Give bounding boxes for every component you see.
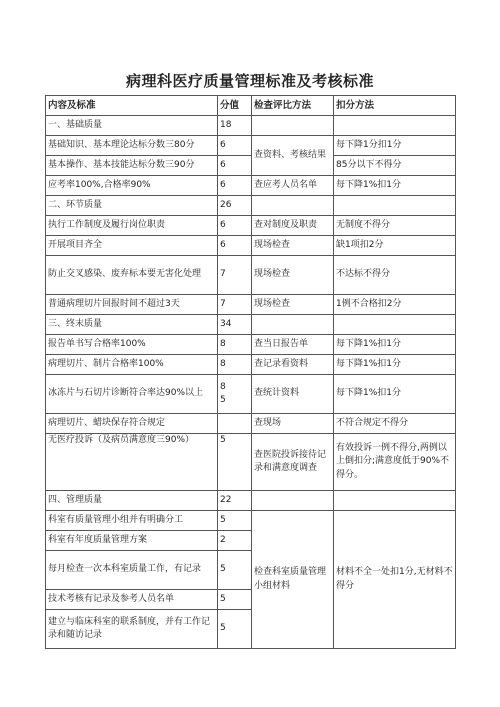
row-content: 应考率100%,合格率90% bbox=[46, 176, 218, 196]
section-score: 22 bbox=[218, 491, 252, 511]
row-method: 现场检查 bbox=[252, 236, 334, 256]
row-method: 现场检查 bbox=[252, 295, 334, 315]
row-score: 5 bbox=[218, 434, 252, 491]
row-penalty: 材料不全一处扣1分,无材料不得分 bbox=[334, 511, 456, 649]
row-score: 2 bbox=[218, 531, 252, 551]
row-content: 科室有质量管理小组并有明确分工 bbox=[46, 511, 218, 531]
row-content: 建立与临床科室的联系制度，并有工作记录和随访记录 bbox=[46, 610, 218, 649]
row-content: 基础知识、基本理论达标分数三80分 bbox=[46, 136, 218, 156]
row-method: 查资料、考核结果 bbox=[252, 136, 334, 176]
row-content: 技术考核有记录及参考人员名单 bbox=[46, 590, 218, 610]
table-row bbox=[46, 256, 456, 295]
row-score: 5 bbox=[218, 610, 252, 649]
row-method: 查医院投诉接待记录和满意度调查 bbox=[252, 434, 334, 491]
section-label: 一、基础质量 bbox=[46, 116, 218, 136]
row-score bbox=[218, 375, 252, 414]
row-penalty: 85分以下不得分 bbox=[334, 156, 456, 176]
quality-standards-table bbox=[45, 95, 456, 649]
row-score: 6 bbox=[218, 136, 252, 156]
row-method: 查当日报告单 bbox=[252, 335, 334, 355]
row-penalty: 每下降1分扣1分 bbox=[334, 136, 456, 156]
row-method: 检查科室质量管理小组材料 bbox=[252, 511, 334, 649]
row-content: 基本操作、基本技能达标分数三90分 bbox=[46, 156, 218, 176]
header-penalty: 扣分方法 bbox=[334, 96, 456, 116]
row-content: 普通病理切片回报时间不超过3天 bbox=[46, 295, 218, 315]
table-row bbox=[46, 236, 456, 256]
row-content: 无医疗投诉（及病员满意度三90%） bbox=[46, 434, 218, 491]
table-row bbox=[46, 355, 456, 375]
header-content: 内容及标准 bbox=[46, 96, 218, 116]
row-content: 执行工作制度及履行岗位职责 bbox=[46, 216, 218, 236]
row-content: 每月检查一次本科室质量工作，有记录 bbox=[46, 551, 218, 590]
table-row bbox=[46, 434, 456, 491]
row-content: 冰冻片与石切片诊断符合率达90%以上 bbox=[46, 375, 218, 414]
row-score: 7 bbox=[218, 256, 252, 295]
section-row bbox=[46, 196, 456, 216]
row-penalty: 每下降1%扣1分 bbox=[334, 375, 456, 414]
row-penalty: 有效投诉一例不得分,两例以上倒扣分;满意度低于90%不得分。 bbox=[334, 434, 456, 491]
row-content: 防止交叉感染、废弃标本要无害化处理 bbox=[46, 256, 218, 295]
row-method: 查现场 bbox=[252, 414, 334, 434]
row-score: 5 bbox=[218, 551, 252, 590]
page-title: 病理科医疗质量管理标准及考核标准 bbox=[125, 72, 374, 90]
section-score: 18 bbox=[218, 116, 252, 136]
row-method: 现场检查 bbox=[252, 256, 334, 295]
section-row bbox=[46, 315, 456, 335]
table-row bbox=[46, 375, 456, 414]
table-row bbox=[46, 414, 456, 434]
section-label: 四、管理质量 bbox=[46, 491, 218, 511]
row-penalty: 1例不合格扣2分 bbox=[334, 295, 456, 315]
section-score: 26 bbox=[218, 196, 252, 216]
row-method: 查记录看资料 bbox=[252, 355, 334, 375]
section-label: 三、终末质量 bbox=[46, 315, 218, 335]
row-score: 6 bbox=[218, 176, 252, 196]
table-row bbox=[46, 156, 456, 176]
table-row bbox=[46, 136, 456, 156]
table-header-row bbox=[46, 96, 456, 116]
row-score-primary: 8 bbox=[220, 381, 226, 392]
row-content: 病理切片、蜡块保存符合规定 bbox=[46, 414, 218, 434]
row-score: 6 bbox=[218, 216, 252, 236]
table-row bbox=[46, 176, 456, 196]
row-score-secondary: 5 bbox=[220, 395, 226, 405]
section-score: 34 bbox=[218, 315, 252, 335]
table-row bbox=[46, 335, 456, 355]
table-row bbox=[46, 295, 456, 315]
row-penalty: 缺1项扣2分 bbox=[334, 236, 456, 256]
row-method: 查对制度及职责 bbox=[252, 216, 334, 236]
row-method: 查统计资料 bbox=[252, 375, 334, 414]
row-content: 科室有年度质量管理方案 bbox=[46, 531, 218, 551]
header-score: 分值 bbox=[218, 96, 252, 116]
row-penalty: 无制度不得分 bbox=[334, 216, 456, 236]
table-row bbox=[46, 511, 456, 531]
section-row bbox=[46, 491, 456, 511]
table-row bbox=[46, 216, 456, 236]
row-score: 8 bbox=[218, 355, 252, 375]
row-penalty: 每下降1%扣1分 bbox=[334, 176, 456, 196]
row-penalty: 不达标不得分 bbox=[334, 256, 456, 295]
row-score: 7 bbox=[218, 295, 252, 315]
row-content: 报告单书写合格率100% bbox=[46, 335, 218, 355]
row-penalty: 不符合规定不得分 bbox=[334, 414, 456, 434]
row-content: 病理切片、制片合格率100% bbox=[46, 355, 218, 375]
row-score: 5 bbox=[218, 511, 252, 531]
row-score: 6 bbox=[218, 236, 252, 256]
row-content: 开展项目齐全 bbox=[46, 236, 218, 256]
row-score: 5 bbox=[218, 590, 252, 610]
row-method: 查应考人员名单 bbox=[252, 176, 334, 196]
row-score: 6 bbox=[218, 156, 252, 176]
row-penalty: 每下降1%扣1分 bbox=[334, 335, 456, 355]
section-row bbox=[46, 116, 456, 136]
row-score: 8 bbox=[218, 335, 252, 355]
row-penalty: 每下降1%扣1分 bbox=[334, 355, 456, 375]
section-label: 二、环节质量 bbox=[46, 196, 218, 216]
header-method: 检查评比方法 bbox=[252, 96, 334, 116]
